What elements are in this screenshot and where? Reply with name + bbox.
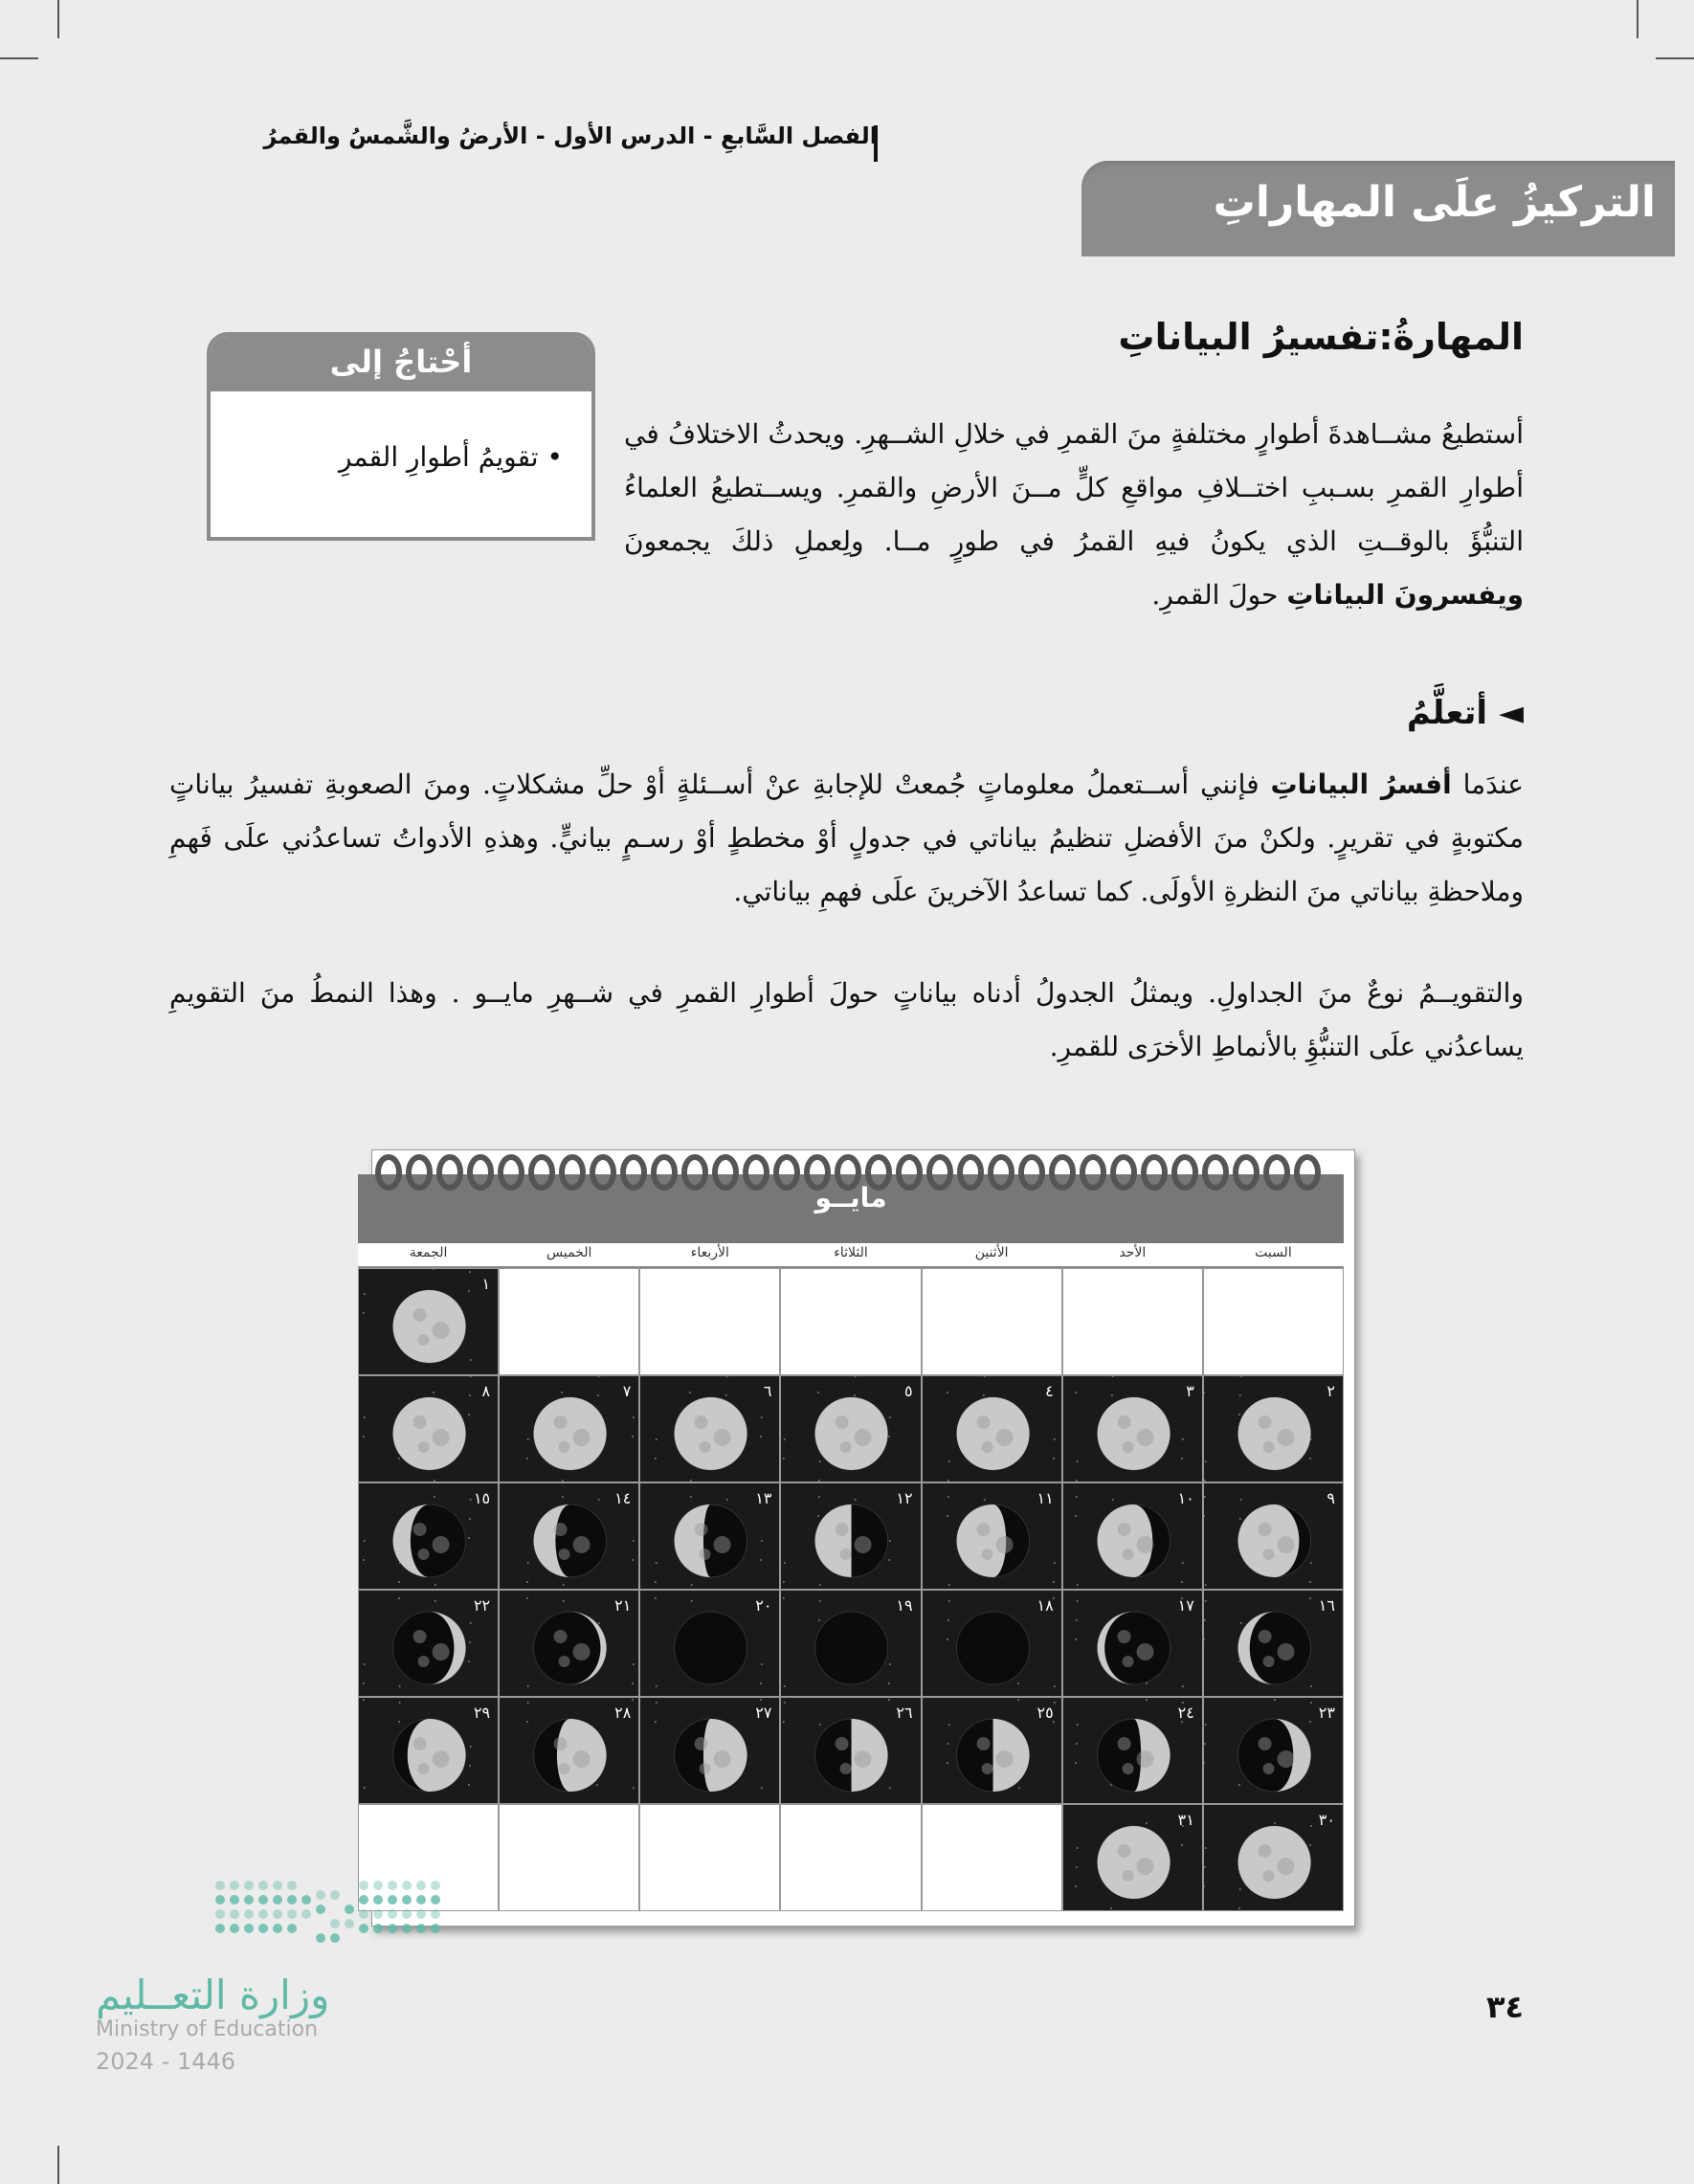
learn-keyword: أفسرُ البياناتِ xyxy=(1270,769,1452,800)
moon-phase-icon xyxy=(923,1376,1062,1482)
calendar-empty-cell xyxy=(780,1804,921,1911)
calendar-empty-cell xyxy=(499,1804,639,1911)
day-number: ١٣ xyxy=(755,1489,772,1507)
learn-heading xyxy=(1141,694,1524,732)
calendar-day-cell xyxy=(780,1697,921,1804)
calendar-day-cell xyxy=(1062,1590,1203,1697)
month-title: مايــو xyxy=(814,1182,887,1214)
learn-text-start: عندَما xyxy=(1462,769,1524,800)
banner-title: التركيزُ علَى المهاراتِ xyxy=(1213,178,1656,227)
calendar-day-cell xyxy=(1203,1804,1344,1911)
calendar-day-cell xyxy=(922,1482,1062,1590)
day-number: ١١ xyxy=(1036,1489,1054,1507)
calendar-day-cell xyxy=(358,1697,499,1804)
calendar-day-cell xyxy=(639,1375,780,1482)
calendar-day-cell xyxy=(499,1590,639,1697)
day-number: ١٨ xyxy=(1036,1596,1054,1615)
calendar-day-cell xyxy=(922,1590,1062,1697)
day-number: ٦ xyxy=(763,1382,772,1400)
day-number: ٢ xyxy=(1326,1382,1335,1400)
moon-calendar xyxy=(358,1136,1346,1923)
moon-phase-icon xyxy=(359,1376,499,1482)
page-number: ٣٤ xyxy=(1485,1989,1524,2025)
intro-text: أستطيعُ مشــاهدةَ أطوارٍ مختلفةٍ منَ القمرِ في خلالِ الشــهرِ. ويحدثُ الاختلافُ في أطوارِ القمرِ بسـببِ اختــلافِ مواقعِ كلٍّ مــنَ الأرضِ والقمرِ. ويســتطيعُ العلماءُ التنبُّؤَ بالوقــتِ الذي يكونُ فيهِ القمرُ في طورٍ مــا. ولِعملِ ذلكَ يجمعونَ xyxy=(624,418,1524,557)
day-number: ٢١ xyxy=(614,1596,632,1615)
day-number: ١٦ xyxy=(1318,1596,1335,1615)
ministry-name-arabic: وزارة التعــليم xyxy=(96,1972,330,2018)
calendar-day-cell xyxy=(358,1375,499,1482)
calendar-day-cell xyxy=(780,1482,921,1590)
day-number: ١٩ xyxy=(896,1596,913,1615)
triangle-bullet-icon: ◄ xyxy=(1487,694,1524,732)
day-number: ٣ xyxy=(1186,1382,1194,1400)
moon-phase-icon xyxy=(640,1376,780,1482)
materials-item-text: تقويمُ أطوارِ القمرِ xyxy=(338,441,539,473)
weekday-header-row xyxy=(358,1243,1344,1268)
spiral-binding-icon xyxy=(375,1136,1332,1193)
calendar-empty-cell xyxy=(639,1268,780,1375)
day-number: ٢٦ xyxy=(896,1704,913,1722)
breadcrumb: الفصل السَّابعِ - الدرس الأول - الأرضُ والشَّمسُ والقمرُ xyxy=(263,123,878,149)
calendar-day-cell xyxy=(1203,1590,1344,1697)
weekday-label: الخميس xyxy=(546,1245,592,1260)
calendar-day-cell xyxy=(1062,1482,1203,1590)
edition-years: 2024 - 1446 xyxy=(96,2048,236,2075)
moon-phase-icon xyxy=(1063,1376,1203,1482)
crop-mark xyxy=(1656,57,1694,59)
moon-phase-icon xyxy=(1204,1483,1344,1590)
weekday-label: الجمعة xyxy=(409,1245,448,1260)
calendar-day-cell xyxy=(639,1590,780,1697)
day-number: ٢٩ xyxy=(473,1704,491,1722)
ministry-name-english: Ministry of Education xyxy=(96,2017,319,2041)
moon-phase-icon xyxy=(781,1376,921,1482)
calendar-day-cell xyxy=(639,1697,780,1804)
moon-phase-icon xyxy=(1204,1376,1344,1482)
materials-item xyxy=(237,441,563,473)
day-number: ٨ xyxy=(481,1382,491,1400)
intro-keyword: ويفسرونَ البياناتِ xyxy=(1286,579,1524,611)
day-number: ٧ xyxy=(622,1382,632,1400)
calendar-grid xyxy=(358,1268,1344,1911)
section-banner xyxy=(1081,161,1675,256)
intro-paragraph xyxy=(624,408,1524,622)
calendar-day-cell xyxy=(499,1697,639,1804)
intro-end: حولَ القمرِ. xyxy=(1151,579,1279,611)
calendar-empty-cell xyxy=(922,1804,1062,1911)
day-number: ١٢ xyxy=(896,1489,913,1507)
day-number: ٢٨ xyxy=(614,1704,632,1722)
calendar-day-cell xyxy=(780,1590,921,1697)
day-number: ٩ xyxy=(1326,1489,1335,1507)
crop-mark xyxy=(1637,0,1638,38)
calendar-empty-cell xyxy=(639,1804,780,1911)
calendar-day-cell xyxy=(1203,1697,1344,1804)
day-number: ٢٤ xyxy=(1177,1704,1194,1722)
calendar-empty-cell xyxy=(922,1268,1062,1375)
learn-heading-text: أتعلَّمُ xyxy=(1406,694,1488,732)
calendar-day-cell xyxy=(358,1482,499,1590)
day-number: ٣١ xyxy=(1177,1811,1194,1829)
moon-phase-icon xyxy=(359,1269,499,1375)
materials-box-header xyxy=(211,336,591,391)
day-number: ٢٧ xyxy=(755,1704,772,1722)
day-number: ٢٣ xyxy=(1318,1704,1335,1722)
day-number: ١٠ xyxy=(1177,1489,1194,1507)
weekday-label: الأثنين xyxy=(974,1245,1009,1260)
crop-mark xyxy=(57,2146,59,2184)
calendar-empty-cell xyxy=(780,1268,921,1375)
calendar-day-cell xyxy=(358,1590,499,1697)
learn-paragraph xyxy=(169,758,1524,919)
calendar-empty-cell xyxy=(1062,1268,1203,1375)
weekday-label: الأحد xyxy=(1119,1245,1147,1260)
calendar-day-cell xyxy=(639,1482,780,1590)
day-number: ٢٢ xyxy=(473,1596,491,1615)
calendar-day-cell xyxy=(1062,1697,1203,1804)
materials-box xyxy=(207,332,595,541)
skill-title: المهارةُ:تفسيرُ البياناتِ xyxy=(1118,316,1524,358)
calendar-empty-cell xyxy=(1203,1268,1344,1375)
calendar-day-cell xyxy=(499,1482,639,1590)
day-number: ٢٥ xyxy=(1036,1704,1054,1722)
calendar-day-cell xyxy=(358,1268,499,1375)
bullet-icon: • xyxy=(538,441,563,473)
calendar-day-cell xyxy=(1203,1482,1344,1590)
ministry-logo-icon xyxy=(211,1871,450,1957)
calendar-day-cell xyxy=(1062,1375,1203,1482)
weekday-label: الأربعاء xyxy=(690,1245,729,1260)
day-number: ١٧ xyxy=(1177,1596,1194,1615)
day-number: ٥ xyxy=(903,1382,913,1400)
calendar-paragraph: والتقويــمُ نوعٌ منَ الجداولِ. ويمثلُ الجدولُ أدناه بياناتٍ حولَ أطوارِ القمرِ في شــهرِ مايــو . وهذا النمطُ منَ التقويمِ يساعدُني علَى التنبُّؤِ بالأنماطِ الأخرَى للقمرِ. xyxy=(169,977,1524,1062)
calendar-day-cell xyxy=(1203,1375,1344,1482)
day-number: ١ xyxy=(481,1275,491,1293)
materials-title: أحْتاجُ إلى xyxy=(329,344,473,380)
crop-mark xyxy=(57,0,59,38)
learn-text-rest: فإنني أســتعملُ معلوماتٍ جُمعتْ للإجابةِ عنْ أســئلةٍ أوْ حلِّ مشكلاتٍ. ومنَ الصعوبةِ تفسيرُ بياناتٍ مكتوبةٍ في تقريرٍ. ولكنْ منَ الأفضلِ تنظيمُ بياناتي في جدولٍ أوْ مخططٍ أوْ رسـمٍ بيانيٍّ. وهذهِ الأدواتُ تساعدُني علَى فَهمِ وملاحظةِ بياناتي منَ النظرةِ الأولَى. كما تساعدُ الآخرينَ علَى فهمِ بياناتي. xyxy=(169,769,1524,907)
crop-mark xyxy=(0,57,38,59)
day-number: ٣٠ xyxy=(1318,1811,1335,1829)
calendar-day-cell xyxy=(922,1375,1062,1482)
calendar-day-cell xyxy=(1062,1804,1203,1911)
day-number: ١٤ xyxy=(614,1489,632,1507)
calendar-day-cell xyxy=(780,1375,921,1482)
day-number: ٤ xyxy=(1045,1382,1054,1400)
weekday-label: السبت xyxy=(1255,1245,1292,1260)
weekday-label: الثلاثاء xyxy=(834,1245,868,1260)
day-number: ٢٠ xyxy=(755,1596,772,1615)
calendar-day-cell xyxy=(922,1697,1062,1804)
calendar-empty-cell xyxy=(499,1268,639,1375)
calendar-day-cell xyxy=(499,1375,639,1482)
moon-phase-icon xyxy=(500,1376,639,1482)
day-number: ١٥ xyxy=(473,1489,491,1507)
